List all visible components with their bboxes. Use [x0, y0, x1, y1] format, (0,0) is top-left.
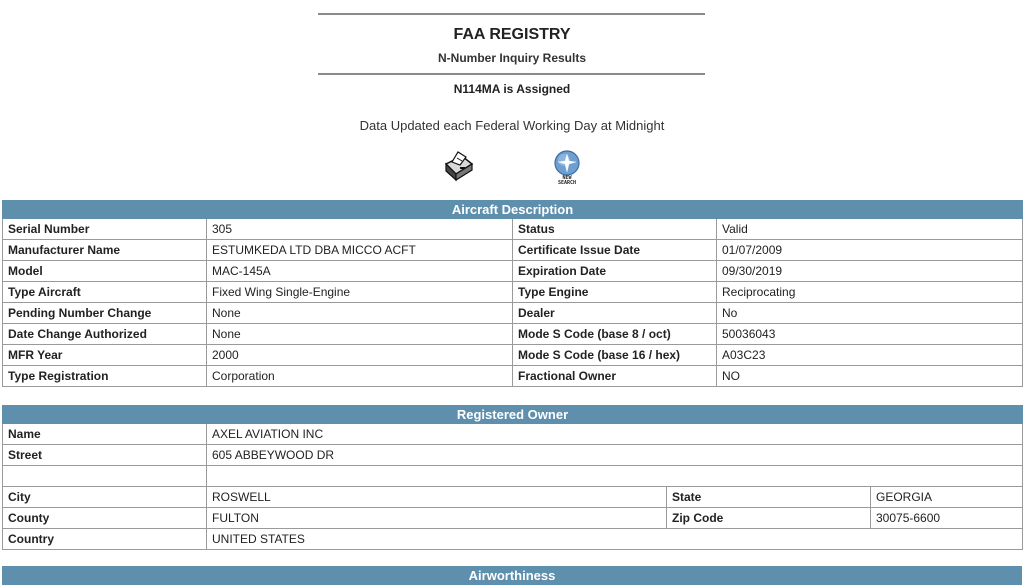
- aircraft-label-cell: MFR Year: [3, 345, 207, 366]
- aircraft-label-cell: Dealer: [513, 303, 717, 324]
- table-row: [3, 240, 1023, 261]
- airworthiness-table: [2, 566, 1022, 585]
- owner-county-value: FULTON: [207, 508, 667, 529]
- aircraft-value-cell: Valid: [717, 219, 1023, 240]
- owner-country-value: UNITED STATES: [207, 529, 1023, 550]
- aircraft-value-cell: No: [717, 303, 1023, 324]
- aircraft-value-cell: Fixed Wing Single-Engine: [207, 282, 513, 303]
- printer-icon: [440, 150, 474, 182]
- aircraft-value-cell: MAC-145A: [207, 261, 513, 282]
- aircraft-label-cell: Pending Number Change: [3, 303, 207, 324]
- top-divider: [318, 13, 705, 15]
- aircraft-label-cell: Expiration Date: [513, 261, 717, 282]
- update-notice: Data Updated each Federal Working Day at Midnight: [359, 118, 665, 133]
- aircraft-description-table: [2, 200, 1023, 387]
- aircraft-label-cell: Status: [513, 219, 717, 240]
- owner-country-label: Country: [3, 529, 207, 550]
- table-row: [3, 366, 1023, 387]
- aircraft-value-cell: 50036043: [717, 324, 1023, 345]
- aircraft-description-body: [3, 219, 1023, 387]
- aircraft-label-cell: Model: [3, 261, 207, 282]
- aircraft-value-cell: None: [207, 324, 513, 345]
- table-row: [3, 424, 1023, 445]
- owner-name-value: AXEL AVIATION INC: [207, 424, 1023, 445]
- owner-street-label: Street: [3, 445, 207, 466]
- owner-county-label: County: [3, 508, 207, 529]
- new-search-icon: [552, 150, 582, 176]
- table-row: [3, 219, 1023, 240]
- airworthiness-header: Airworthiness: [3, 567, 1022, 585]
- page-subtitle: N-Number Inquiry Results: [437, 51, 587, 65]
- aircraft-value-cell: ESTUMKEDA LTD DBA MICCO ACFT: [207, 240, 513, 261]
- aircraft-value-cell: 01/07/2009: [717, 240, 1023, 261]
- table-row: [3, 529, 1023, 550]
- owner-street2-label: [3, 466, 207, 487]
- owner-city-label: City: [3, 487, 207, 508]
- aircraft-label-cell: Type Engine: [513, 282, 717, 303]
- aircraft-label-cell: Date Change Authorized: [3, 324, 207, 345]
- aircraft-value-cell: NO: [717, 366, 1023, 387]
- table-row: [3, 303, 1023, 324]
- table-row: [3, 466, 1023, 487]
- owner-state-label: State: [667, 487, 871, 508]
- owner-state-value: GEORGIA: [871, 487, 1023, 508]
- aircraft-label-cell: Serial Number: [3, 219, 207, 240]
- table-row: [3, 508, 1023, 529]
- aircraft-value-cell: 09/30/2019: [717, 261, 1023, 282]
- aircraft-label-cell: Mode S Code (base 8 / oct): [513, 324, 717, 345]
- owner-zip-label: Zip Code: [667, 508, 871, 529]
- owner-street2-value: [207, 466, 1023, 487]
- registered-owner-header: Registered Owner: [3, 406, 1023, 424]
- aircraft-label-cell: Fractional Owner: [513, 366, 717, 387]
- owner-street-value: 605 ABBEYWOOD DR: [207, 445, 1023, 466]
- aircraft-value-cell: Corporation: [207, 366, 513, 387]
- table-row: [3, 445, 1023, 466]
- new-search-label: NEW SEARCH: [557, 175, 577, 186]
- aircraft-label-cell: Manufacturer Name: [3, 240, 207, 261]
- new-search-button[interactable]: [552, 150, 582, 190]
- print-button[interactable]: [440, 150, 474, 182]
- aircraft-value-cell: 305: [207, 219, 513, 240]
- page-header: [0, 0, 1029, 196]
- owner-city-value: ROSWELL: [207, 487, 667, 508]
- aircraft-value-cell: None: [207, 303, 513, 324]
- page-title: FAA REGISTRY: [453, 26, 571, 43]
- aircraft-label-cell: Mode S Code (base 16 / hex): [513, 345, 717, 366]
- table-row: [3, 282, 1023, 303]
- aircraft-label-cell: Certificate Issue Date: [513, 240, 717, 261]
- aircraft-label-cell: Type Registration: [3, 366, 207, 387]
- table-row: [3, 324, 1023, 345]
- bottom-divider: [318, 73, 705, 75]
- table-row: [3, 487, 1023, 508]
- aircraft-value-cell: Reciprocating: [717, 282, 1023, 303]
- aircraft-value-cell: 2000: [207, 345, 513, 366]
- aircraft-label-cell: Type Aircraft: [3, 282, 207, 303]
- registered-owner-table: [2, 405, 1023, 550]
- table-row: [3, 345, 1023, 366]
- assignment-status: N114MA is Assigned: [453, 82, 571, 96]
- owner-zip-value: 30075-6600: [871, 508, 1023, 529]
- table-row: [3, 261, 1023, 282]
- aircraft-description-header: Aircraft Description: [3, 201, 1023, 219]
- aircraft-value-cell: A03C23: [717, 345, 1023, 366]
- owner-name-label: Name: [3, 424, 207, 445]
